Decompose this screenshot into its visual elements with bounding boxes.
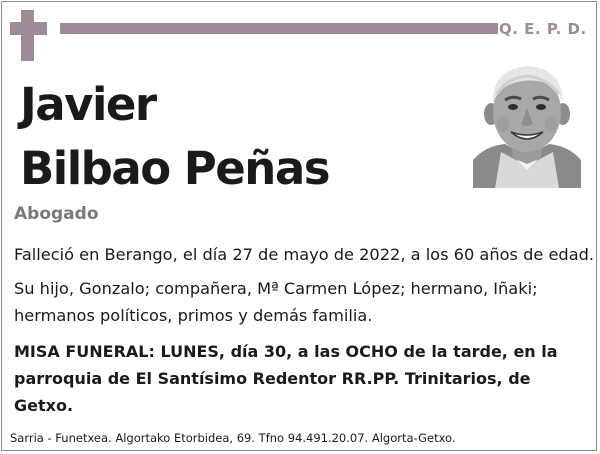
header-rule	[60, 23, 498, 34]
cross-horizontal-bar	[10, 22, 47, 35]
deceased-surname: Bilbao Peñas	[20, 142, 329, 195]
death-notice-text: Falleció en Berango, el día 27 de mayo de 2022, a los 60 años de edad.	[14, 245, 595, 264]
funeral-home-footer: Sarria - Funetxea. Algortako Etorbidea, 69. Tfno 94.491.20.07. Algorta-Getxo.	[10, 431, 456, 445]
cross-vertical-bar	[21, 10, 34, 61]
qepd-label: Q. E. P. D.	[499, 20, 587, 38]
profession-label: Abogado	[14, 204, 99, 224]
funeral-text: MISA FUNERAL: LUNES, día 30, a las OCHO de la tarde, en la parroquia de El Santísimo Redentor RR.PP. Trinitarios, de Getxo.	[14, 342, 558, 415]
deceased-first-name: Javier	[20, 78, 156, 131]
family-text: Su hijo, Gonzalo; compañera, Mª Carmen López; hermano, Iñaki; hermanos políticos, primos y demás familia.	[14, 279, 538, 325]
portrait-icon	[473, 60, 581, 188]
portrait-photo	[473, 60, 581, 188]
